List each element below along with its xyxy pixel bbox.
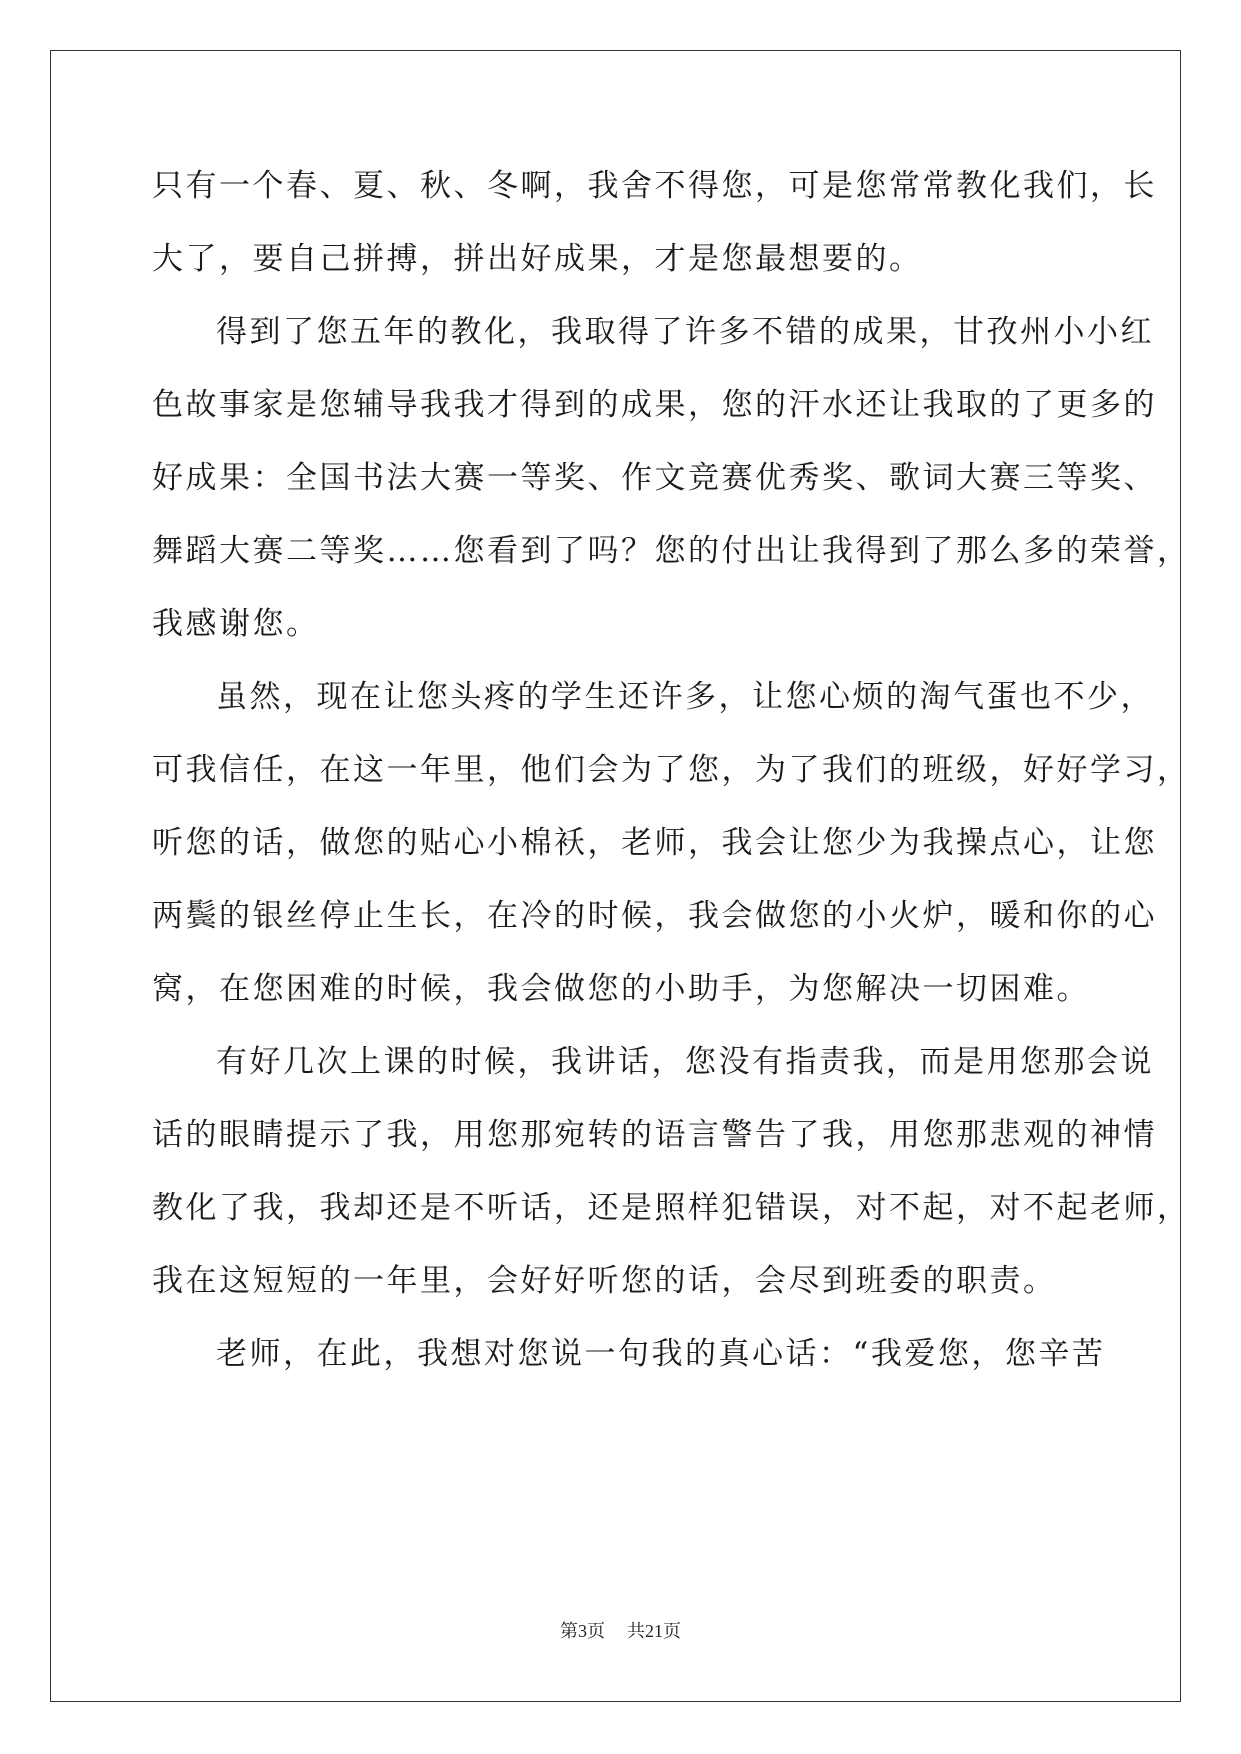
text-line: 听您的话，做您的贴心小棉袄，老师，我会让您少为我操点心，让您	[152, 825, 1157, 861]
page-footer	[0, 1617, 1241, 1643]
text-line: 只有一个春、夏、秋、冬啊，我舍不得您，可是您常常教化我们，长	[152, 168, 1157, 204]
document-body	[152, 150, 1191, 1391]
paragraph-start-line: 虽然，现在让您头疼的学生还许多，让您心烦的淘气蛋也不少，	[216, 679, 1154, 715]
paragraph-start-line: 有好几次上课的时候，我讲话，您没有指责我，而是用您那会说	[216, 1044, 1154, 1080]
text-line: 两鬓的银丝停止生长，在冷的时候，我会做您的小火炉，暖和你的心	[152, 898, 1157, 934]
paragraph-start-line: 老师，在此，我想对您说一句我的真心话：“我爱您，您辛苦	[216, 1336, 1106, 1372]
paragraph-start-line: 得到了您五年的教化，我取得了许多不错的成果，甘孜州小小红	[216, 314, 1154, 350]
text-line: 我感谢您。	[152, 606, 320, 642]
text-line: 我在这短短的一年里，会好好听您的话，会尽到班委的职责。	[152, 1263, 1057, 1299]
page-total: 共21页	[627, 1621, 681, 1641]
page-number: 第3页	[560, 1621, 605, 1641]
text-line: 舞蹈大赛二等奖……您看到了吗？您的付出让我得到了那么多的荣誉，	[152, 533, 1191, 569]
text-line: 话的眼睛提示了我，用您那宛转的语言警告了我，用您那悲观的神情	[152, 1117, 1157, 1153]
text-line: 窝，在您困难的时候，我会做您的小助手，为您解决一切困难。	[152, 971, 1090, 1007]
text-line: 色故事家是您辅导我我才得到的成果，您的汗水还让我取的了更多的	[152, 387, 1157, 423]
text-line: 好成果：全国书法大赛一等奖、作文竞赛优秀奖、歌词大赛三等奖、	[152, 460, 1157, 496]
text-line: 教化了我，我却还是不听话，还是照样犯错误，对不起，对不起老师，	[152, 1190, 1191, 1226]
text-line: 可我信任，在这一年里，他们会为了您，为了我们的班级，好好学习，	[152, 752, 1191, 788]
text-line: 大了，要自己拼搏，拼出好成果，才是您最想要的。	[152, 241, 923, 277]
